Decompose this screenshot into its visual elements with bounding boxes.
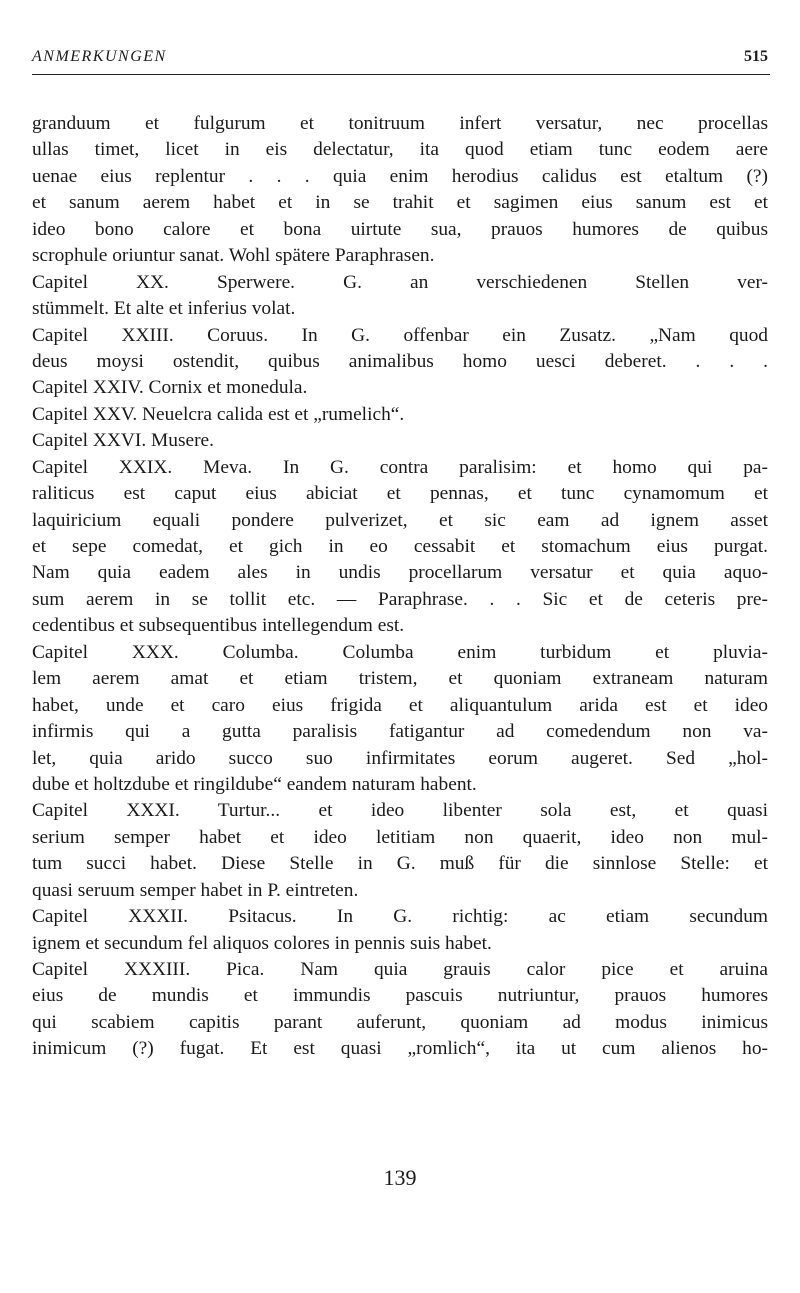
text-line: Nam quia eadem ales in undis procellarum versatur et quia aquo- <box>32 562 768 584</box>
text-line: Capitel XXIX. Meva. In G. contra paralisim: et homo qui pa- <box>32 456 768 478</box>
text-line: scrophule oriuntur sanat. Wohl spätere Paraphrasen. <box>32 245 435 267</box>
text-line: Capitel XXIII. Coruus. In G. offenbar ein Zusatz. „Nam quod <box>32 324 768 346</box>
text-line: serium semper habet et ideo letitiam non quaerit, ideo non mul- <box>32 826 768 848</box>
folio-number: 139 <box>383 1165 417 1190</box>
text-line: laquiricium equali pondere pulverizet, et sic eam ad ignem asset <box>32 509 768 531</box>
text-line: raliticus est caput eius abiciat et pennas, et tunc cynamomum et <box>32 483 768 505</box>
text-line: ullas timet, licet in eis delectatur, ita quod etiam tunc eodem aere <box>32 139 768 161</box>
text-line: lem aerem amat et etiam tristem, et quoniam extraneam naturam <box>32 668 768 690</box>
text-line: habet, unde et caro eius frigida et aliquantulum arida est et ideo <box>32 694 768 716</box>
text-line: Capitel XXVI. Musere. <box>32 430 215 452</box>
text-line: stümmelt. Et alte et inferius volat. <box>32 298 296 320</box>
text-line: Capitel XXIV. Cornix et monedula. <box>32 377 308 399</box>
text-line: infirmis qui a gutta paralisis fatigantur ad comedendum non va- <box>32 721 768 743</box>
text-line: et sepe comedat, et gich in eo cessabit et stomachum eius purgat. <box>32 536 768 557</box>
running-header <box>32 44 770 75</box>
text-line: ignem et secundum fel aliquos colores in pennis suis habet. <box>32 932 492 954</box>
page-number: 515 <box>744 48 768 65</box>
text-line: granduum et fulgurum et tonitruum infert versatur, nec procellas <box>32 113 768 134</box>
text-line: Capitel XXX. Columba. Columba enim turbidum et pluvia- <box>32 641 768 663</box>
text-line: dube et holtzdube et ringildube“ eandem naturam habent. <box>32 773 477 795</box>
text-line: Capitel XXXIII. Pica. Nam quia grauis calor pice et aruina <box>32 959 768 980</box>
text-line: deus moysi ostendit, quibus animalibus homo uesci deberet. . . . <box>32 350 768 372</box>
body-text <box>32 111 768 1063</box>
text-line: Capitel XX. Sperwere. G. an verschiedenen Stellen ver- <box>32 271 768 293</box>
text-line: inimicum (?) fugat. Et est quasi „romlich“, ita ut cum alienos ho- <box>32 1038 768 1060</box>
text-line: uenae eius replentur . . . quia enim herodius calidus est etaltum (?) <box>32 165 768 187</box>
text-line: Capitel XXXI. Turtur... et ideo libenter sola est, et quasi <box>32 800 768 822</box>
text-line: eius de mundis et immundis pascuis nutriuntur, prauos humores <box>32 985 768 1007</box>
text-line: qui scabiem capitis parant auferunt, quoniam ad modus inimicus <box>32 1011 768 1033</box>
running-title: ANMERKUNGEN <box>32 48 167 65</box>
text-line: ideo bono calore et bona uirtute sua, prauos humores de quibus <box>32 218 768 240</box>
text-line: Capitel XXXII. Psitacus. In G. richtig: ac etiam secundum <box>32 906 768 928</box>
text-line: quasi seruum semper habet in P. eintreten. <box>32 879 359 901</box>
text-line: Capitel XXV. Neuelcra calida est et „rumelich“. <box>32 403 405 425</box>
text-line: tum succi habet. Diese Stelle in G. muß für die sinnlose Stelle: et <box>32 853 768 875</box>
text-line: et sanum aerem habet et in se trahit et sagimen eius sanum est et <box>32 192 768 214</box>
text-line: sum aerem in se tollit etc. — Paraphrase. . . Sic et de ceteris pre- <box>32 588 768 610</box>
text-line: cedentibus et subsequentibus intellegendum est. <box>32 615 405 637</box>
text-line: let, quia arido succo suo infirmitates eorum augeret. Sed „hol- <box>32 747 768 769</box>
